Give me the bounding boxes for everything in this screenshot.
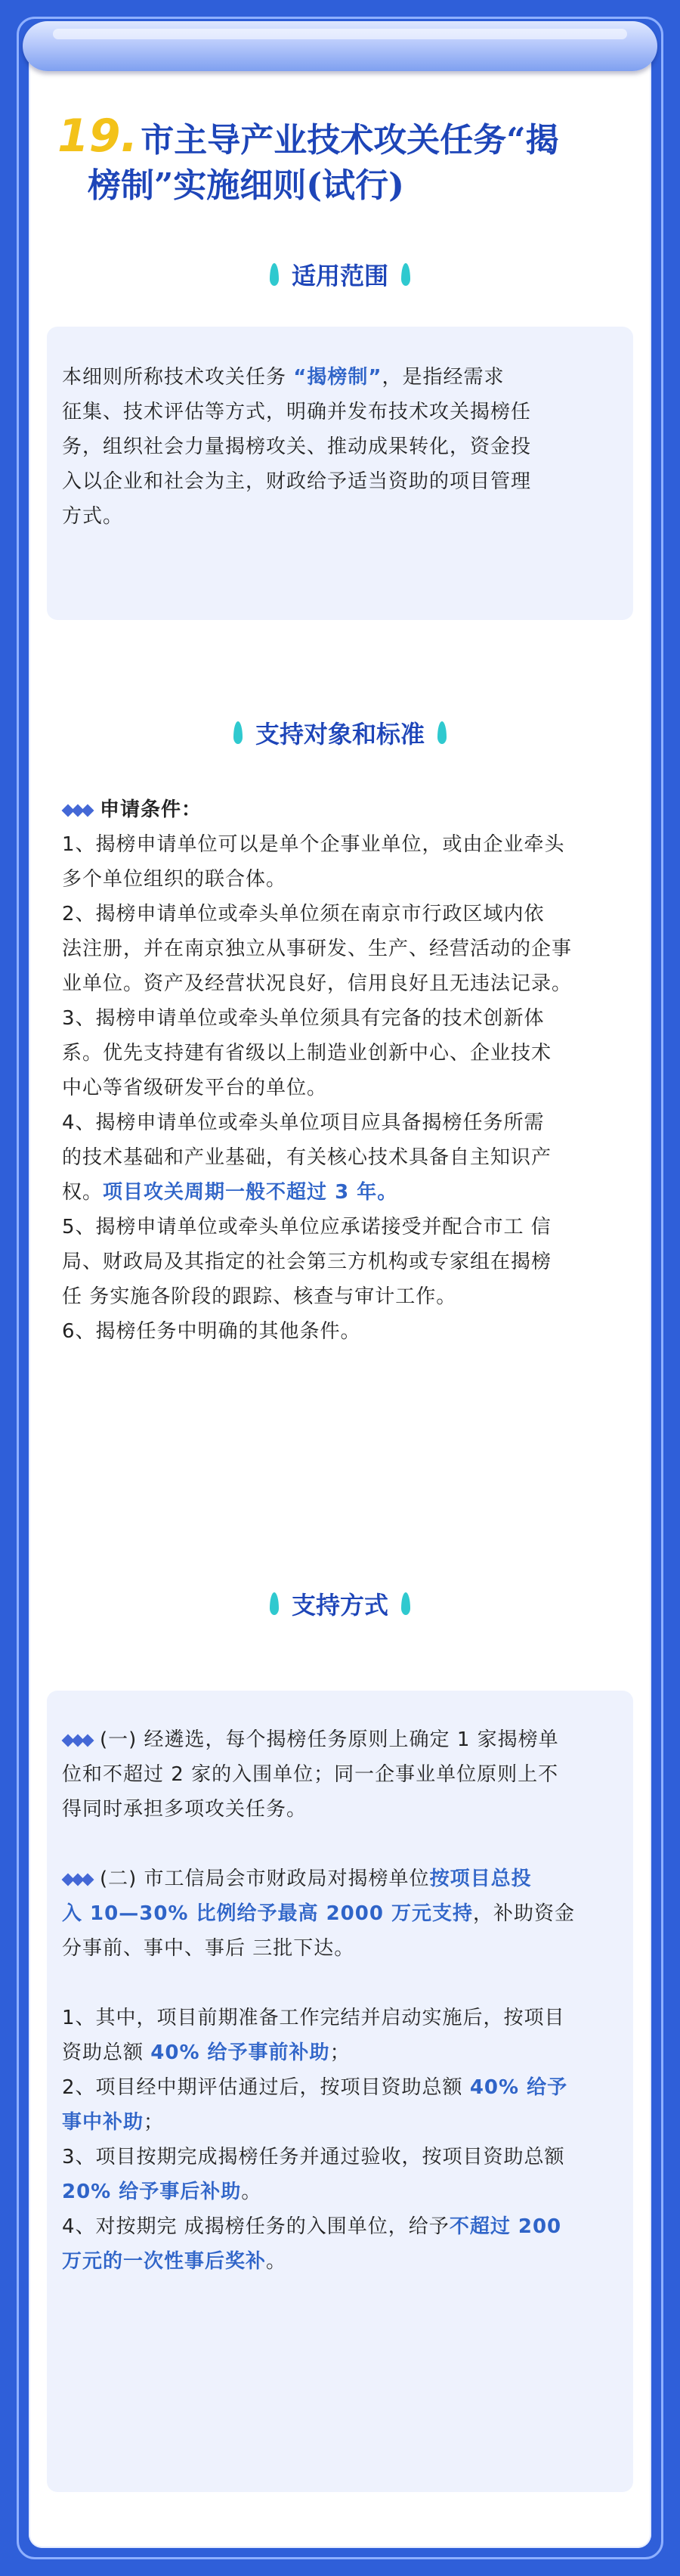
scope-line-3: 务，组织社会力量揭榜攻关、推动成果转化，资金投 (62, 436, 532, 458)
condition-item-4: 4、揭榜申请单位或牵头单位项目应具备揭榜任务所需 的技术基础和产业基础，有关核心技术具备自主知识产 权。项目攻关周期一般不超过 3 年。 (62, 1111, 552, 1204)
title-number: 19. (57, 110, 138, 163)
leaf-icon (270, 263, 279, 286)
subsidy-3-line-2: 20% 给予事后补助。 (62, 2181, 262, 2203)
method-paragraph-2: (二) 市工信局会市财政局对揭榜单位按项目总投 入 10—30% 比例给予最高 2000 万元支持，补助资金 分事前、事中、事后 三批下达。 (62, 1868, 576, 1960)
method-card (47, 1691, 633, 2492)
diamonds-icon (62, 1874, 95, 1886)
scope-paragraph (62, 360, 615, 534)
conditions-label: 申请条件： (62, 792, 621, 827)
condition-item-2: 2、揭榜申请单位或牵头单位须在南京市行政区域内依 法注册，并在南京独立从事研发、生产、经营活动的企事 业单位。资产及经营状况良好，信用良好且无违法记录。 (62, 903, 573, 995)
scope-line-2: 征集、技术评估等方式，明确并发布技术攻关揭榜任 (62, 401, 532, 423)
condition-item-6: 6、揭榜任务中明确的其他条件。 (62, 1320, 361, 1343)
condition-item-5: 5、揭榜申请单位或牵头单位应承诺接受并配合市工 信 局、财政局及其指定的社会第三方机构或专家组在揭榜 任 务实施各阶段的跟踪、核查与审计工作。 (62, 1216, 552, 1308)
diamonds-icon (62, 1734, 95, 1747)
leaf-icon (437, 721, 447, 744)
subsidy-1-line-2: 资助总额 40% 给予事前补助； (62, 2041, 351, 2064)
term-highlight: 项目攻关周期一般不超过 3 年。 (103, 1181, 398, 1204)
subsidy-2-line-2: 事中补助； (62, 2111, 165, 2134)
leaf-icon (270, 1592, 279, 1615)
title-line-2: 榜制”实施细则(试行) (88, 166, 404, 205)
scope-line-4: 入以企业和社会为主，财政给予适当资助的项目管理 (62, 470, 532, 493)
subsidy-2-line-1: 2、项目经中期评估通过后，按项目资助总额 40% 给予 (62, 2076, 568, 2099)
leaf-icon (401, 1592, 410, 1615)
diamonds-icon (62, 804, 95, 817)
condition-item-3: 3、揭榜申请单位或牵头单位须具有完备的技术创新体 系。优先支持建有省级以上制造业创新中心、企业技术 中心等省级研发平台的单位。 (62, 1007, 552, 1099)
leaf-icon (233, 721, 243, 744)
scope-card (47, 327, 633, 620)
title-line-1: 市主导产业技术攻关任务“揭 (141, 121, 559, 160)
subsidy-1-line-1: 1、其中，项目前期准备工作完结并启动实施后，按项目 (62, 2007, 565, 2029)
section-heading-targets (0, 715, 680, 749)
section-heading-text: 支持方式 (291, 1591, 388, 1620)
section-heading-text: 支持对象和标准 (255, 720, 425, 749)
scope-highlight: “揭榜制” (293, 366, 382, 389)
section-heading-method (0, 1586, 680, 1620)
page-title (57, 110, 632, 209)
targets-list (62, 792, 621, 1349)
method-paragraph-1: (一) 经遴选，每个揭榜任务原则上确定 1 家揭榜单 位和不超过 2 家的入围单位；同一企事业单位原则上不 得同时承担多项攻关任务。 (62, 1728, 559, 1821)
scroll-roll-decoration (23, 21, 657, 71)
scope-line-5: 方式。 (62, 505, 124, 528)
section-heading-text: 适用范围 (291, 262, 388, 290)
leaf-icon (401, 263, 410, 286)
scope-text-start: 本细则所称技术攻关任务 (62, 366, 287, 389)
subsidy-3-line-1: 3、项目按期完成揭榜任务并通过验收，按项目资助总额 (62, 2146, 565, 2168)
condition-item-1: 1、揭榜申请单位可以是单个企事业单位，或由企业牵头 多个单位组织的联合体。 (62, 833, 565, 891)
subsidy-4-line-2: 万元的一次性事后奖补。 (62, 2250, 287, 2273)
subsidy-list (62, 2001, 615, 2279)
scope-text-line1-end: ，是指经需求 (382, 366, 505, 389)
section-heading-scope (0, 257, 680, 290)
subsidy-4-line-1: 4、对按期完 成揭榜任务的入围单位，给予不超过 200 (62, 2215, 562, 2238)
